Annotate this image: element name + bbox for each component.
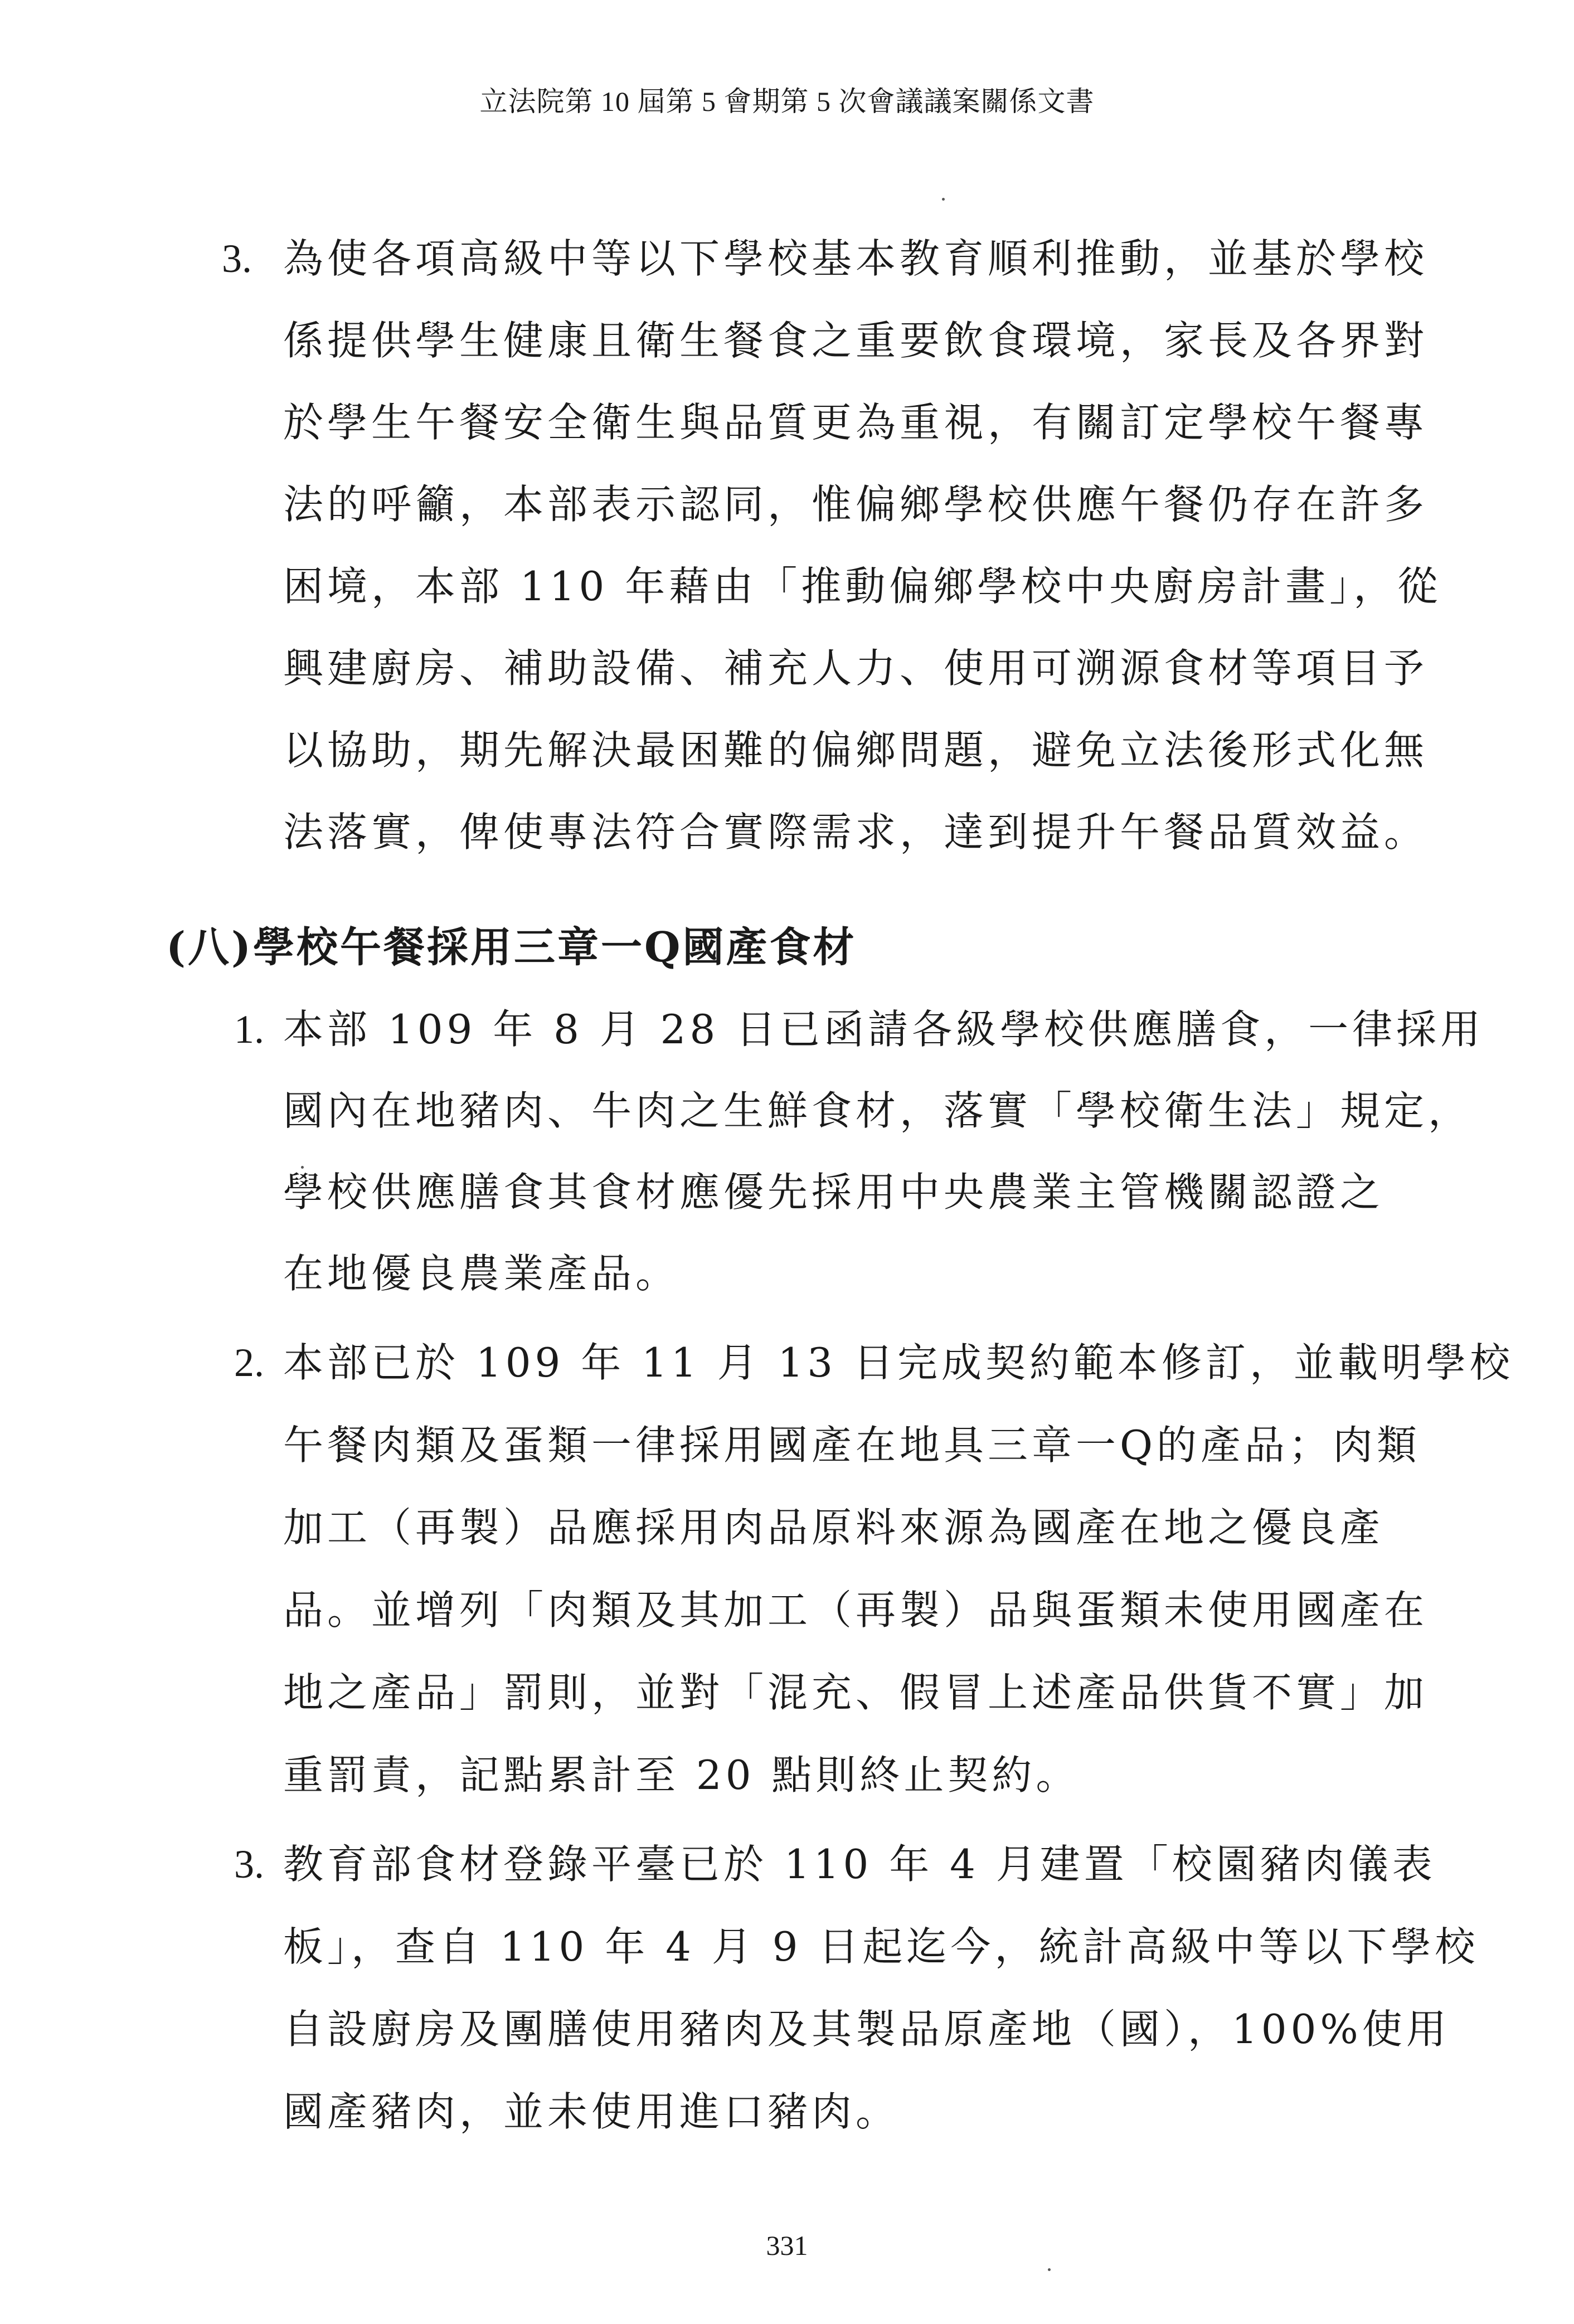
scan-speck [942, 198, 945, 201]
paragraph-line: 於學生午餐安全衛生與品質更為重視，有關訂定學校午餐專 [283, 399, 1429, 446]
paragraph-line: 國產豬肉，並未使用進口豬肉。 [283, 2088, 900, 2135]
paragraph-line: 板」，查自 110 年 4 月 9 日起迄今，統計高級中等以下學校 [283, 1923, 1479, 1970]
section-heading: (八)學校午餐採用三章一Q國產食材 [166, 923, 857, 971]
scan-speck [301, 1166, 304, 1169]
scan-speck [1048, 2268, 1051, 2271]
paragraph-line: 興建廚房、補助設備、補充人力、使用可溯源食材等項目予 [283, 645, 1429, 692]
paragraph-line: 國內在地豬肉、牛肉之生鮮食材，落實「學校衛生法」規定， [283, 1087, 1473, 1134]
paragraph-line: 教育部食材登錄平臺已於 110 年 4 月建置「校園豬肉儀表 [283, 1841, 1436, 1888]
paragraph-line: 在地優良農業產品。 [283, 1250, 680, 1297]
paragraph-line: 自設廚房及團膳使用豬肉及其製品原產地（國），100%使用 [283, 2006, 1450, 2053]
paragraph-line: 係提供學生健康且衛生餐食之重要飲食環境，家長及各界對 [283, 317, 1429, 364]
paragraph-line: 本部已於 109 年 11 月 13 日完成契約範本修訂，並載明學校 [283, 1339, 1514, 1386]
paragraph-line: 午餐肉類及蛋類一律採用國產在地具三章一Q的產品；肉類 [283, 1422, 1421, 1469]
paragraph-line: 法落實，俾使專法符合實際需求，達到提升午餐品質效益。 [283, 809, 1429, 855]
page-number: 331 [766, 2230, 808, 2261]
document-header: 立法院第 10 屆第 5 會期第 5 次會議議案關係文書 [479, 86, 1095, 117]
paragraph-line: 品。並增列「肉類及其加工（再製）品與蛋類未使用國產在 [283, 1587, 1429, 1633]
paragraph-line: 地之產品」罰則，並對「混充、假冒上述產品供貨不實」加 [283, 1669, 1429, 1716]
paragraph-line: 本部 109 年 8 月 28 日已函請各級學校供應膳食，一律採用 [283, 1006, 1485, 1053]
paragraph-line: 法的呼籲，本部表示認同，惟偏鄉學校供應午餐仍存在許多 [283, 481, 1429, 528]
paragraph-line: 加工（再製）品應採用肉品原料來源為國產在地之優良產 [283, 1504, 1384, 1551]
paragraph-line: 重罰責，記點累計至 20 點則終止契約。 [283, 1752, 1080, 1798]
paragraph-line: 為使各項高級中等以下學校基本教育順利推動，並基於學校 [283, 235, 1429, 282]
paragraph-line: 困境，本部 110 年藉由「推動偏鄉學校中央廚房計畫」，從 [283, 563, 1442, 610]
paragraph-line: 學校供應膳食其食材應優先採用中央農業主管機關認證之 [283, 1169, 1384, 1216]
item-number: 1. [234, 1007, 264, 1052]
item-number: 3. [222, 236, 252, 281]
item-number: 2. [234, 1340, 264, 1385]
item-number: 3. [234, 1842, 264, 1887]
paragraph-line: 以協助，期先解決最困難的偏鄉問題，避免立法後形式化無 [283, 727, 1429, 774]
